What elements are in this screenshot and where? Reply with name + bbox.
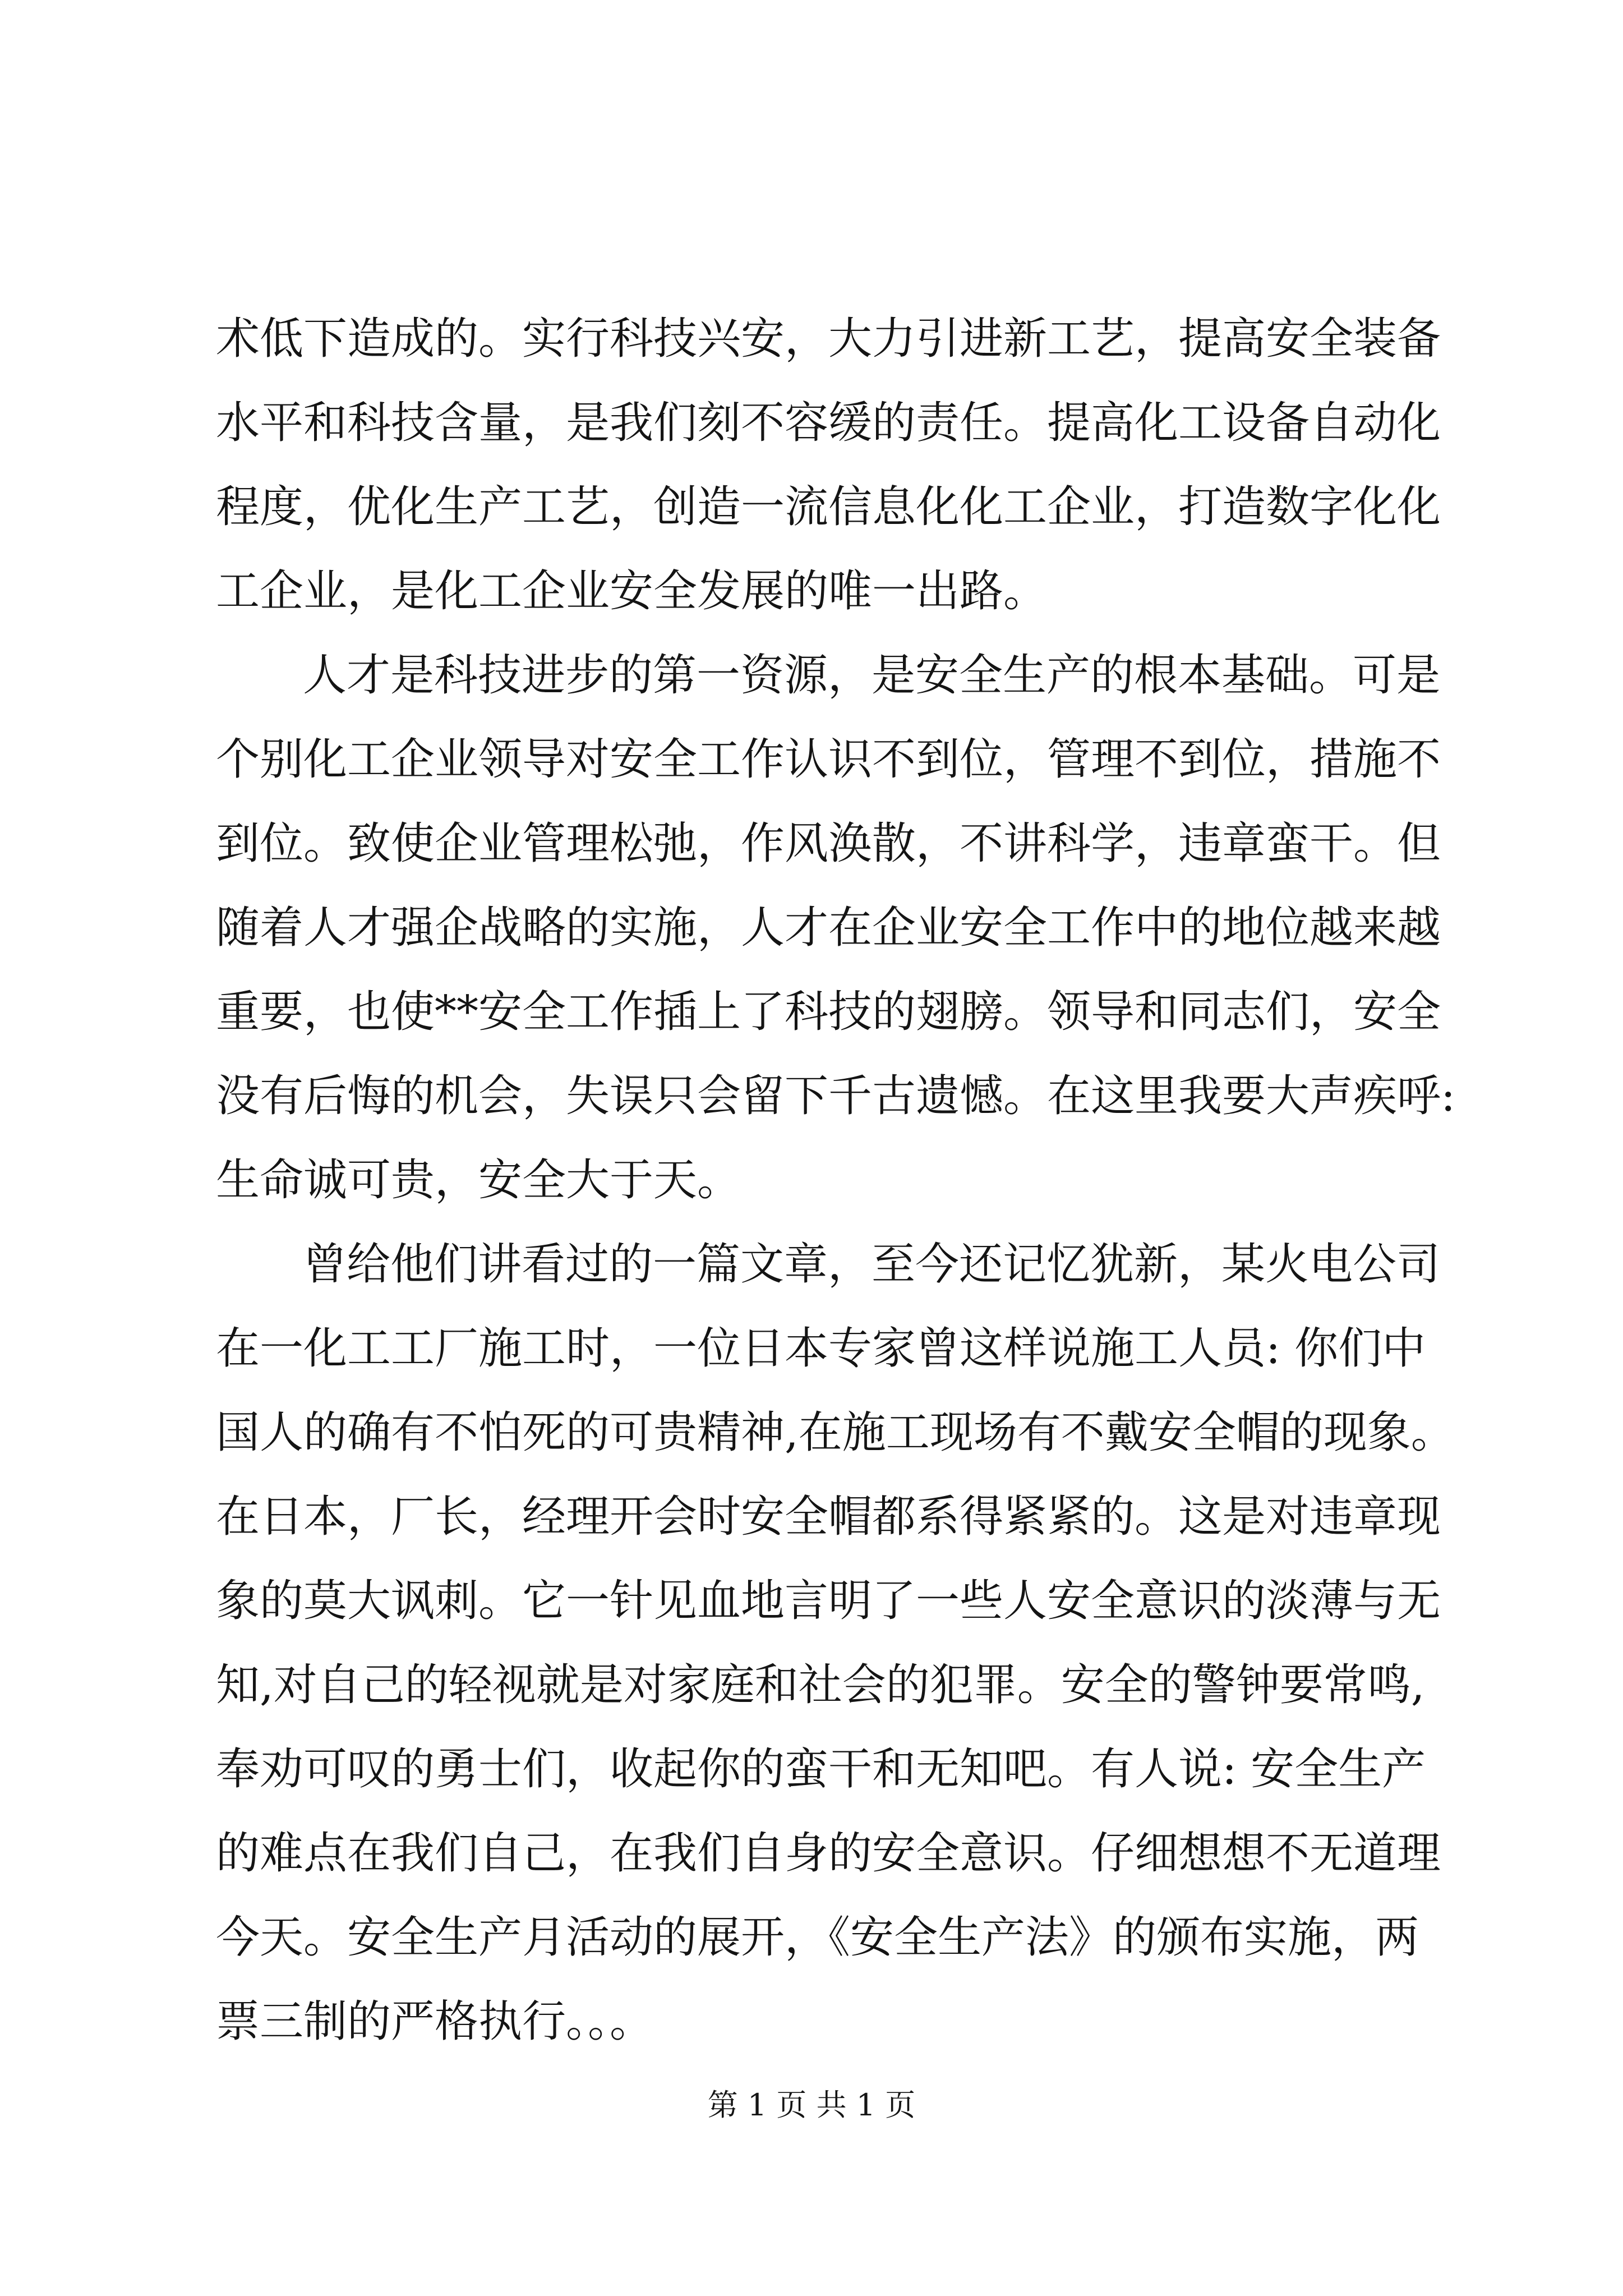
text-line: 随着人才强企战略的实施，人才在企业安全工作中的地位越来越 [216, 903, 1441, 953]
text-line: 象的莫大讽刺。它一针见血地言明了一些人安全意识的淡薄与无 [216, 1576, 1441, 1626]
text-line: 国人的确有不怕死的可贵精神,在施工现场有不戴安全帽的现象。 [216, 1407, 1455, 1458]
text-line: 到位。致使企业管理松弛，作风涣散，不讲科学，违章蛮干。但 [216, 818, 1441, 869]
text-line: 今天。安全生产月活动的展开，《安全生产法》的颁布实施，两 [216, 1912, 1419, 1963]
text-line: 知,对自己的轻视就是对家庭和社会的犯罪。安全的警钟要常鸣, [216, 1660, 1425, 1710]
text-line: 曾给他们讲看过的一篇文章，至今还记忆犹新，某火电公司 [303, 1239, 1441, 1290]
text-line: 个别化工企业领导对安全工作认识不到位，管理不到位，措施不 [216, 734, 1441, 785]
text-line: 在一化工工厂施工时，一位日本专家曾这样说施工人员: 你们中 [216, 1323, 1426, 1374]
text-line: 票三制的严格执行。。。 [216, 1996, 654, 2047]
text-line: 水平和科技含量，是我们刻不容缓的责任。提高化工设备自动化 [216, 398, 1441, 448]
text-line: 程度，优化生产工艺，创造一流信息化化工企业，打造数字化化 [216, 482, 1441, 532]
text-line: 生命诚可贵，安全大于天。 [216, 1155, 741, 1205]
text-line: 在日本，厂长，经理开会时安全帽都系得紧紧的。这是对违章现 [216, 1492, 1441, 1542]
text-line: 人才是科技进步的第一资源，是安全生产的根本基础。可是 [303, 650, 1441, 701]
text-line: 工企业，是化工企业安全发展的唯一出路。 [216, 566, 1048, 616]
text-line: 奉劝可叹的勇士们，收起你的蛮干和无知吧。有人说: 安全生产 [216, 1744, 1426, 1795]
text-line: 的难点在我们自己，在我们自身的安全意识。仔细想想不无道理 [216, 1828, 1441, 1879]
text-line: 没有后悔的机会，失误只会留下千古遗憾。在这里我要大声疾呼: [216, 1071, 1456, 1121]
text-line: 重要，也使**安全工作插上了科技的翅膀。领导和同志们，安全 [216, 987, 1441, 1037]
text-line: 术低下造成的。实行科技兴安，大力引进新工艺，提高安全装备 [216, 314, 1441, 364]
page-number: 第 1 页 共 1 页 [707, 2087, 916, 2123]
